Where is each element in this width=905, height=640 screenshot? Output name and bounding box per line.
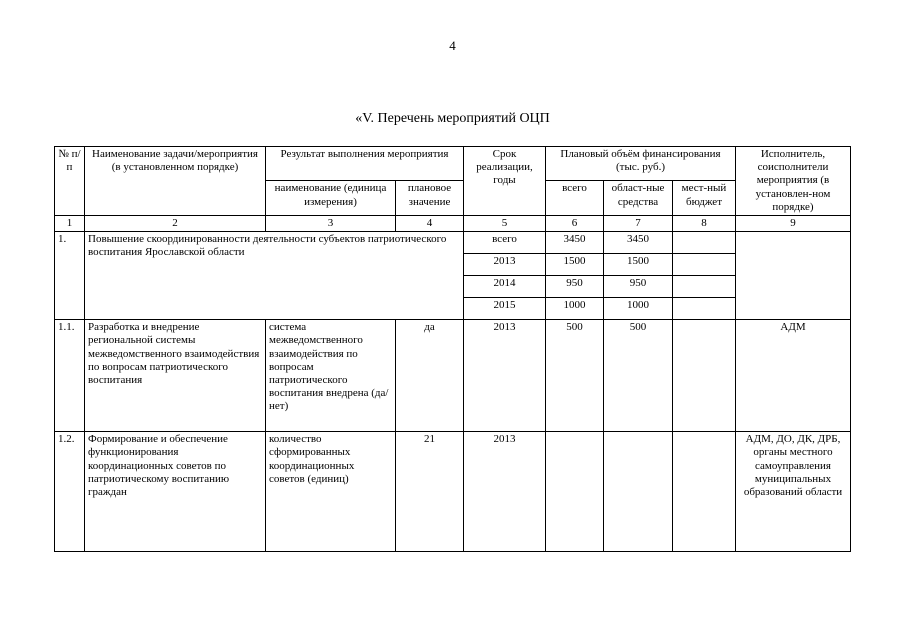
header-funding-local: мест-ный бюджет bbox=[673, 181, 736, 215]
activity-name: Разработка и внедрение региональной системы межведомственного взаимодействия по вопросам патриотического воспитания bbox=[85, 320, 266, 432]
header-term: Срок реализации, годы bbox=[464, 147, 546, 216]
task-regional: 1000 bbox=[604, 298, 673, 320]
task-regional: 3450 bbox=[604, 232, 673, 254]
activity-executor: АДМ bbox=[736, 320, 851, 432]
task-regional: 950 bbox=[604, 276, 673, 298]
task-local bbox=[673, 276, 736, 298]
header-num: № п/п bbox=[55, 147, 85, 216]
header-executor: Исполнитель, соисполнители мероприятия (в установлен-ном порядке) bbox=[736, 147, 851, 216]
activity-result-name: система межведомственного взаимодействия по вопросам патриотического воспитания внедрена (да/нет) bbox=[266, 320, 396, 432]
activity-row bbox=[55, 320, 851, 432]
task-executor bbox=[736, 232, 851, 320]
header-name: Наименование задачи/мероприятия (в установленном порядке) bbox=[85, 147, 266, 216]
task-total: 950 bbox=[546, 276, 604, 298]
activity-total: 500 bbox=[546, 320, 604, 432]
task-year: всего bbox=[464, 232, 546, 254]
section-title: «V. Перечень мероприятий ОЦП bbox=[355, 111, 550, 126]
activity-result-name: количество сформированных координационных советов (единиц) bbox=[266, 432, 396, 552]
activity-row bbox=[55, 432, 851, 552]
header-funding-total: всего bbox=[546, 181, 604, 215]
header-result-name: наименование (единица измерения) bbox=[266, 181, 396, 215]
activities-table bbox=[54, 146, 851, 552]
column-number: 1 bbox=[55, 215, 85, 231]
task-num: 1. bbox=[55, 232, 85, 320]
activity-num: 1.2. bbox=[55, 432, 85, 552]
task-total: 3450 bbox=[546, 232, 604, 254]
task-local bbox=[673, 298, 736, 320]
task-regional: 1500 bbox=[604, 254, 673, 276]
header-funding-regional: област-ные средства bbox=[604, 181, 673, 215]
activity-local bbox=[673, 320, 736, 432]
column-number-row bbox=[55, 215, 851, 231]
activity-regional bbox=[604, 432, 673, 552]
column-number: 4 bbox=[396, 215, 464, 231]
header-result-value: плановое значение bbox=[396, 181, 464, 215]
activity-local bbox=[673, 432, 736, 552]
column-number: 9 bbox=[736, 215, 851, 231]
header-result: Результат выполнения мероприятия bbox=[266, 147, 464, 181]
activity-result-value: 21 bbox=[396, 432, 464, 552]
column-number: 7 bbox=[604, 215, 673, 231]
activity-executor: АДМ, ДО, ДК, ДРБ, органы местного самоуправления муниципальных образований области bbox=[736, 432, 851, 552]
task-year: 2014 bbox=[464, 276, 546, 298]
column-number: 8 bbox=[673, 215, 736, 231]
task-local bbox=[673, 232, 736, 254]
activity-regional: 500 bbox=[604, 320, 673, 432]
task-local bbox=[673, 254, 736, 276]
column-number: 5 bbox=[464, 215, 546, 231]
task-year: 2013 bbox=[464, 254, 546, 276]
activity-result-value: да bbox=[396, 320, 464, 432]
activity-total bbox=[546, 432, 604, 552]
task-year: 2015 bbox=[464, 298, 546, 320]
column-number: 6 bbox=[546, 215, 604, 231]
task-name: Повышение скоординированности деятельности субъектов патриотического воспитания Ярославской области bbox=[85, 232, 464, 320]
column-number: 2 bbox=[85, 215, 266, 231]
header-row bbox=[55, 147, 851, 181]
header-funding: Плановый объём финансирования (тыс. руб.) bbox=[546, 147, 736, 181]
task-row bbox=[55, 232, 851, 254]
activity-term: 2013 bbox=[464, 432, 546, 552]
activity-num: 1.1. bbox=[55, 320, 85, 432]
column-number: 3 bbox=[266, 215, 396, 231]
page-number: 4 bbox=[449, 38, 456, 53]
activity-term: 2013 bbox=[464, 320, 546, 432]
task-total: 1500 bbox=[546, 254, 604, 276]
task-total: 1000 bbox=[546, 298, 604, 320]
activity-name: Формирование и обеспечение функционирования координационных советов по патриотическому воспитанию граждан bbox=[85, 432, 266, 552]
